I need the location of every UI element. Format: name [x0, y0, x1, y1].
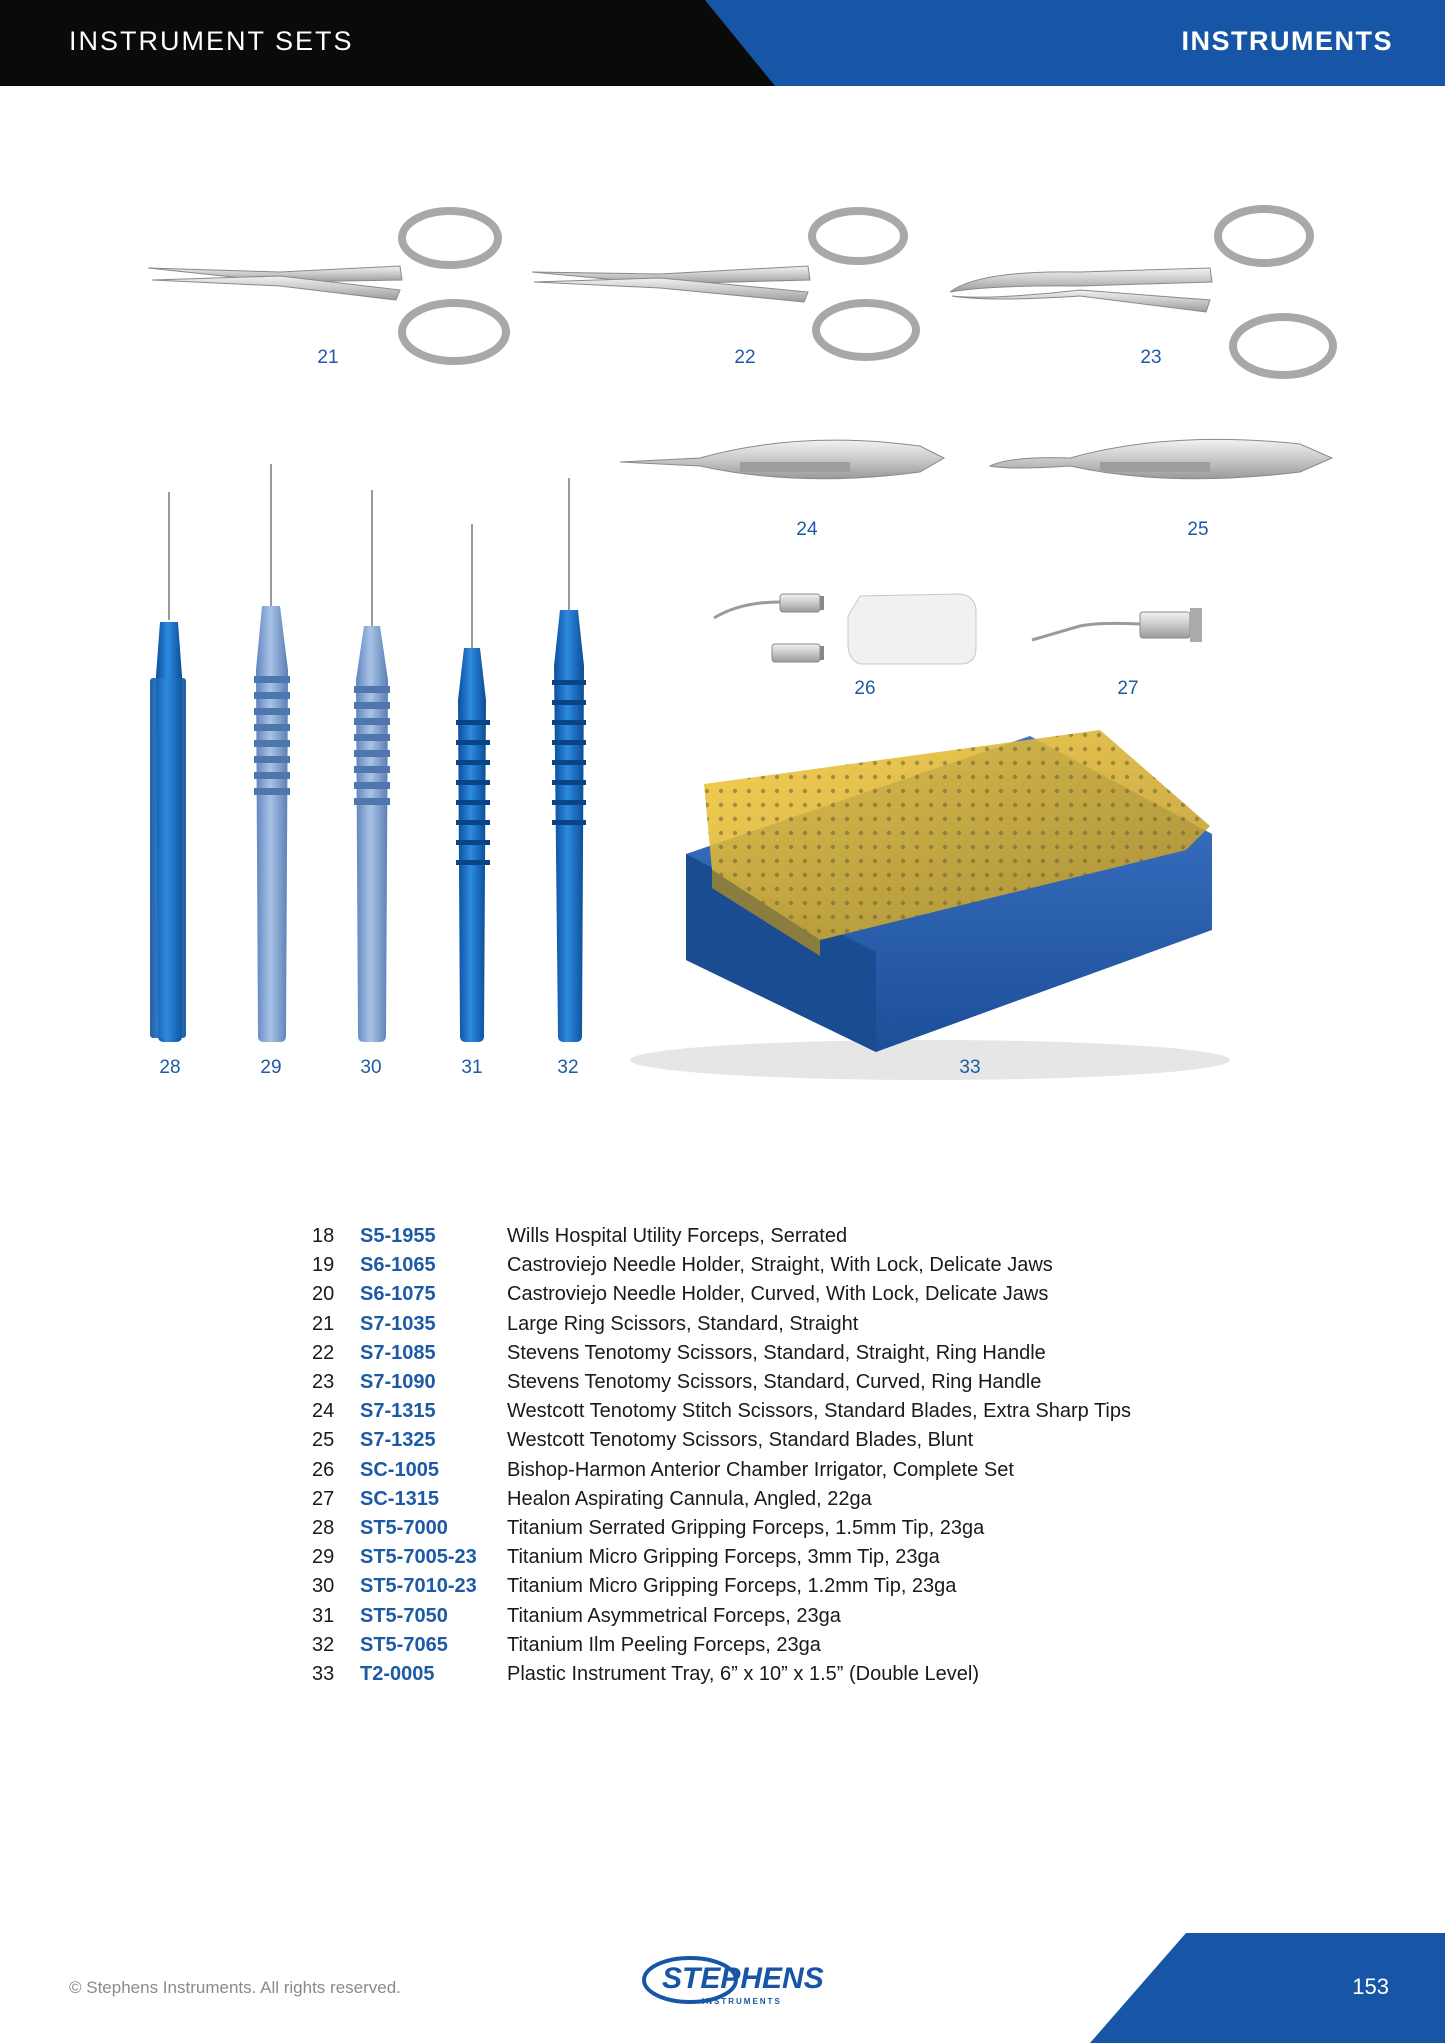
product-description: Wills Hospital Utility Forceps, Serrated — [507, 1225, 848, 1248]
product-row — [312, 1601, 1131, 1630]
product-row — [312, 1222, 1131, 1251]
cannula-icon-27 — [1032, 608, 1202, 642]
product-number: 26 — [312, 1458, 335, 1481]
product-description: Castroviejo Needle Holder, Curved, With Lock, Delicate Jaws — [507, 1283, 1049, 1306]
product-number: 18 — [312, 1225, 335, 1248]
product-code: ST5-7010-23 — [360, 1575, 477, 1598]
product-description: Titanium Ilm Peeling Forceps, 23ga — [507, 1633, 821, 1656]
product-row — [312, 1456, 1131, 1485]
product-code: S7-1085 — [360, 1341, 436, 1364]
svg-text:STEPHENS: STEPHENS — [662, 1962, 824, 1995]
product-code: ST5-7065 — [360, 1633, 448, 1656]
figure-label: 30 — [360, 1057, 382, 1078]
footer-band — [1090, 1933, 1445, 2043]
figure-label: 24 — [796, 519, 818, 540]
product-description: Large Ring Scissors, Standard, Straight — [507, 1312, 859, 1335]
product-description: Titanium Serrated Gripping Forceps, 1.5mm Tip, 23ga — [507, 1516, 985, 1539]
figure-label: 33 — [959, 1057, 981, 1078]
product-code: S7-1090 — [360, 1371, 436, 1394]
product-number: 22 — [312, 1341, 335, 1364]
product-number: 29 — [312, 1546, 335, 1569]
product-number: 25 — [312, 1429, 335, 1452]
product-list — [312, 1222, 1131, 1689]
product-description: Westcott Tenotomy Stitch Scissors, Standard Blades, Extra Sharp Tips — [507, 1400, 1131, 1423]
product-description: Westcott Tenotomy Scissors, Standard Blades, Blunt — [507, 1429, 974, 1452]
figure-label: 23 — [1140, 347, 1162, 368]
product-number: 33 — [312, 1662, 335, 1685]
product-row — [312, 1543, 1131, 1572]
section-title: INSTRUMENT SETS — [69, 26, 354, 56]
product-number: 32 — [312, 1633, 335, 1656]
scissors-icon-21 — [148, 211, 506, 361]
product-number: 27 — [312, 1487, 335, 1510]
product-row — [312, 1485, 1131, 1514]
product-number: 20 — [312, 1283, 335, 1306]
product-row — [312, 1397, 1131, 1426]
forceps-icon-29 — [254, 464, 290, 1042]
product-row — [312, 1310, 1131, 1339]
instrument-tray-icon-33 — [630, 730, 1230, 1080]
figure-label: 29 — [260, 1057, 282, 1078]
product-description: Titanium Asymmetrical Forceps, 23ga — [507, 1604, 841, 1627]
product-row — [312, 1660, 1131, 1689]
figure-label: 22 — [734, 347, 756, 368]
product-row — [312, 1426, 1131, 1455]
product-description: Healon Aspirating Cannula, Angled, 22ga — [507, 1487, 872, 1510]
figure-label: 26 — [854, 678, 876, 699]
micro-scissors-icon-24 — [620, 440, 944, 479]
product-row — [312, 1339, 1131, 1368]
product-description: Bishop-Harmon Anterior Chamber Irrigator, Complete Set — [507, 1458, 1014, 1481]
product-code: T2-0005 — [360, 1662, 435, 1685]
product-number: 28 — [312, 1516, 335, 1539]
product-description: Titanium Micro Gripping Forceps, 3mm Tip, 23ga — [507, 1546, 940, 1569]
product-number: 21 — [312, 1312, 335, 1335]
svg-text:INSTRUMENTS: INSTRUMENTS — [702, 1997, 782, 2006]
product-number: 19 — [312, 1254, 335, 1277]
category-title: INSTRUMENTS — [1181, 26, 1393, 56]
product-row — [312, 1572, 1131, 1601]
product-row — [312, 1251, 1131, 1280]
product-code: SC-1315 — [360, 1487, 439, 1510]
stephens-logo — [632, 1950, 852, 2010]
product-code: S7-1325 — [360, 1429, 436, 1452]
product-code: S6-1075 — [360, 1283, 436, 1306]
product-code: ST5-7050 — [360, 1604, 448, 1627]
page-number: 153 — [1352, 1974, 1389, 1999]
forceps-icon-28 — [150, 492, 186, 1042]
forceps-icon-30 — [354, 490, 390, 1042]
product-description: Plastic Instrument Tray, 6” x 10” x 1.5” (Double Level) — [507, 1662, 980, 1685]
product-code: S7-1035 — [360, 1312, 436, 1335]
product-code: ST5-7000 — [360, 1516, 448, 1539]
product-row — [312, 1280, 1131, 1309]
product-row — [312, 1631, 1131, 1660]
forceps-icon-32 — [552, 478, 586, 1042]
scissors-icon-22 — [532, 211, 916, 357]
product-description: Stevens Tenotomy Scissors, Standard, Curved, Ring Handle — [507, 1371, 1042, 1394]
product-description: Titanium Micro Gripping Forceps, 1.2mm Tip, 23ga — [507, 1575, 957, 1598]
product-number: 31 — [312, 1604, 335, 1627]
copyright-text: © Stephens Instruments. All rights reserved. — [69, 1978, 401, 1997]
figure-label: 28 — [159, 1057, 181, 1078]
figure-label: 25 — [1187, 519, 1209, 540]
product-code: S5-1955 — [360, 1225, 436, 1248]
product-number: 30 — [312, 1575, 335, 1598]
product-description: Castroviejo Needle Holder, Straight, With Lock, Delicate Jaws — [507, 1254, 1053, 1277]
product-code: ST5-7005-23 — [360, 1546, 477, 1569]
micro-scissors-icon-25 — [990, 439, 1332, 478]
figure-label: 27 — [1117, 678, 1139, 699]
product-number: 23 — [312, 1371, 335, 1394]
product-code: S7-1315 — [360, 1400, 436, 1423]
product-row — [312, 1368, 1131, 1397]
product-description: Stevens Tenotomy Scissors, Standard, Straight, Ring Handle — [507, 1341, 1046, 1364]
product-code: SC-1005 — [360, 1458, 439, 1481]
product-number: 24 — [312, 1400, 335, 1423]
irrigator-icon-26 — [714, 594, 976, 664]
product-code: S6-1065 — [360, 1254, 436, 1277]
figure-label: 31 — [461, 1057, 483, 1078]
figure-label: 21 — [317, 347, 339, 368]
figure-label: 32 — [557, 1057, 579, 1078]
product-row — [312, 1514, 1131, 1543]
forceps-icon-31 — [456, 524, 490, 1042]
